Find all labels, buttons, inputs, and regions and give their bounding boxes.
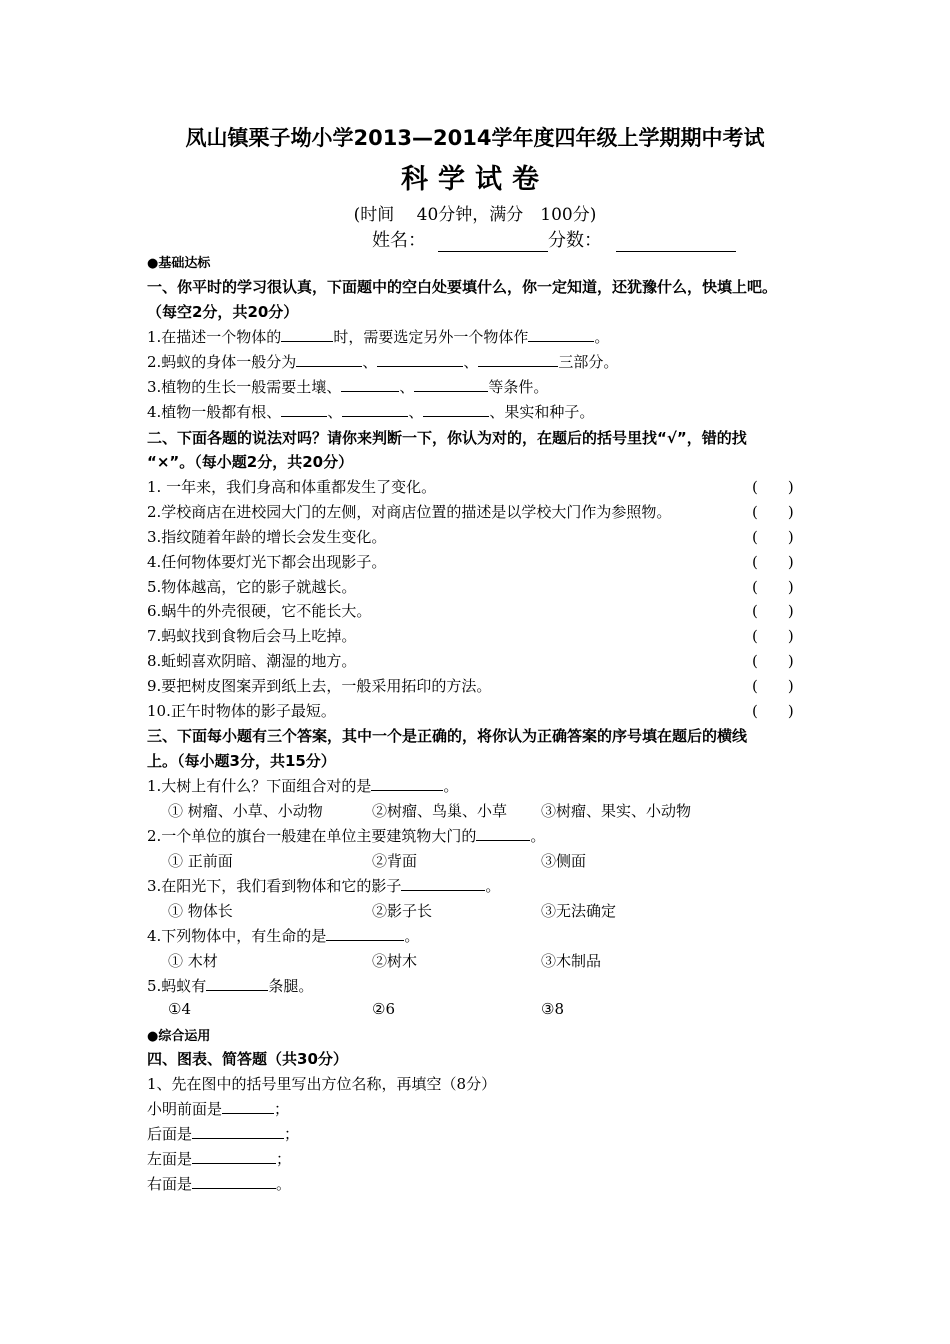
- left-end: ；: [276, 1150, 292, 1168]
- part1-q2: [147, 351, 618, 372]
- answer-paren[interactable]: ( ): [752, 578, 794, 596]
- front-line: [147, 1098, 289, 1119]
- answer-paren[interactable]: ( ): [752, 528, 794, 546]
- option[interactable]: ②树瘤、鸟巢、小草: [372, 802, 508, 820]
- section-basic-label: ●基础达标: [147, 256, 211, 271]
- fill-blank[interactable]: [377, 352, 463, 367]
- name-score-line: [372, 226, 736, 252]
- fill-blank[interactable]: [192, 1124, 284, 1139]
- judge-item: 1. 一年来，我们身高和体重都发生了变化。: [147, 478, 437, 496]
- answer-paren[interactable]: ( ): [752, 478, 794, 496]
- score-label: 分数：: [548, 230, 602, 251]
- part1-q3: [147, 376, 548, 397]
- option[interactable]: ③树瘤、果实、小动物: [541, 802, 692, 820]
- part1-q4-text: 、果实和种子。: [489, 403, 595, 421]
- judge-item: 7.蚂蚁找到食物后会马上吃掉。: [147, 627, 357, 645]
- part3-q1-text: 1.大树上有什么？下面组合对的是: [147, 777, 372, 795]
- part3-q1-text: 。: [443, 777, 459, 795]
- option[interactable]: ① 正前面: [168, 852, 233, 870]
- fill-blank[interactable]: [342, 402, 408, 417]
- part2-heading: 二、下面各题的说法对吗？请你来判断一下，你认为对的，在题后的括号里找“√”，错的找: [147, 429, 747, 447]
- part1-q4-text: 、: [408, 403, 424, 421]
- answer-paren[interactable]: ( ): [752, 503, 794, 521]
- answer-paren[interactable]: ( ): [752, 627, 794, 645]
- part3-q2: [147, 825, 545, 846]
- judge-item: 8.蚯蚓喜欢阴暗、潮湿的地方。: [147, 652, 357, 670]
- option[interactable]: ① 木材: [168, 952, 218, 970]
- part1-q1-text: 1.在描述一个物体的: [147, 328, 282, 346]
- name-label: 姓名：: [372, 230, 426, 251]
- option[interactable]: ③木制品: [541, 952, 602, 970]
- part1-q3-text: 等条件。: [488, 378, 549, 396]
- fill-blank[interactable]: [476, 826, 530, 841]
- part1-q4: [147, 401, 594, 422]
- fill-blank[interactable]: [478, 352, 558, 367]
- back-end: ；: [284, 1125, 300, 1143]
- answer-paren[interactable]: ( ): [752, 553, 794, 571]
- part1-q2-text: 、: [362, 353, 378, 371]
- fill-blank[interactable]: [401, 876, 485, 891]
- answer-paren[interactable]: ( ): [752, 702, 794, 720]
- part2-heading-score: “×”。（每小题2分，共20分）: [147, 453, 354, 471]
- judge-item: 9.要把树皮图案弄到纸上去，一般采用拓印的方法。: [147, 677, 492, 695]
- option[interactable]: ②树木: [372, 952, 418, 970]
- score-blank[interactable]: [616, 233, 736, 252]
- fill-blank[interactable]: [192, 1149, 276, 1164]
- part3-q4: [147, 925, 419, 946]
- fill-blank[interactable]: [326, 926, 404, 941]
- judge-item: 10.正午时物体的影子最短。: [147, 702, 336, 720]
- fill-blank[interactable]: [423, 402, 489, 417]
- part1-q2-text: 2.蚂蚁的身体一般分为: [147, 353, 297, 371]
- time-info: (时间 40分钟，满分 100分): [353, 205, 597, 225]
- part3-q4-text: 4.下列物体中，有生命的是: [147, 927, 327, 945]
- option[interactable]: ③无法确定: [541, 902, 617, 920]
- fill-blank[interactable]: [341, 377, 399, 392]
- part3-q5: [147, 975, 313, 996]
- judge-item: 6.蜗牛的外壳很硬，它不能长大。: [147, 602, 372, 620]
- judge-item: 3.指纹随着年龄的增长会发生变化。: [147, 528, 387, 546]
- fill-blank[interactable]: [206, 976, 268, 991]
- front-end: ；: [274, 1100, 290, 1118]
- part4-heading: 四、图表、简答题（共30分）: [147, 1050, 348, 1068]
- option[interactable]: ① 树瘤、小草、小动物: [168, 802, 323, 820]
- front-label: 小明前面是: [147, 1100, 223, 1118]
- part3-q4-text: 。: [404, 927, 420, 945]
- part1-q4-text: 4.植物一般都有根、: [147, 403, 282, 421]
- part3-q3-text: 。: [485, 877, 501, 895]
- option[interactable]: ③侧面: [541, 852, 587, 870]
- part1-heading: 一、你平时的学习很认真，下面题中的空白处要填什么，你一定知道，还犹豫什么，快填上吧。: [147, 278, 778, 296]
- right-line: [147, 1173, 291, 1194]
- part1-q1-text: 时，需要选定另外一个物体作: [333, 328, 529, 346]
- part3-q5-text: 条腿。: [268, 977, 314, 995]
- judge-item: 4.任何物体要灯光下都会出现影子。: [147, 553, 387, 571]
- fill-blank[interactable]: [414, 377, 488, 392]
- exam-title: 凤山镇栗子坳小学2013—2014学年度四年级上学期期中考试: [185, 126, 765, 150]
- left-label: 左面是: [147, 1150, 193, 1168]
- part3-heading: 三、下面每小题有三个答案，其中一个是正确的，将你认为正确答案的序号填在题后的横线: [147, 727, 748, 745]
- section-apply-label: ●综合运用: [147, 1029, 211, 1044]
- option[interactable]: ① 物体长: [168, 902, 233, 920]
- fill-blank[interactable]: [192, 1174, 276, 1189]
- option[interactable]: ①4: [168, 1000, 191, 1018]
- fill-blank[interactable]: [281, 402, 327, 417]
- option[interactable]: ②背面: [372, 852, 418, 870]
- part1-q4-text: 、: [327, 403, 343, 421]
- option[interactable]: ③8: [541, 1000, 564, 1018]
- part3-q2-text: 。: [530, 827, 546, 845]
- part3-q5-text: 5.蚂蚁有: [147, 977, 207, 995]
- fill-blank[interactable]: [371, 776, 443, 791]
- name-blank[interactable]: [438, 233, 548, 252]
- answer-paren[interactable]: ( ): [752, 602, 794, 620]
- part1-heading-score: （每空2分，共20分）: [147, 303, 299, 321]
- back-line: [147, 1123, 299, 1144]
- exam-subtitle: 科学试卷: [401, 164, 549, 195]
- answer-paren[interactable]: ( ): [752, 677, 794, 695]
- left-line: [147, 1148, 291, 1169]
- part1-q1: [147, 326, 609, 347]
- option[interactable]: ②6: [372, 1000, 395, 1018]
- part1-q2-text: 、: [463, 353, 479, 371]
- part4-q1: 1、先在图中的括号里写出方位名称，再填空（8分）: [147, 1075, 497, 1093]
- fill-blank[interactable]: [281, 327, 333, 342]
- part1-q3-text: 3.植物的生长一般需要土壤、: [147, 378, 342, 396]
- right-label: 右面是: [147, 1175, 193, 1193]
- option[interactable]: ②影子长: [372, 902, 433, 920]
- fill-blank[interactable]: [222, 1099, 274, 1114]
- answer-paren[interactable]: ( ): [752, 652, 794, 670]
- part1-q1-text: 。: [594, 328, 610, 346]
- back-label: 后面是: [147, 1125, 193, 1143]
- part3-q2-text: 2.一个单位的旗台一般建在单位主要建筑物大门的: [147, 827, 477, 845]
- judge-item: 2.学校商店在进校园大门的左侧，对商店位置的描述是以学校大门作为参照物。: [147, 503, 672, 521]
- part1-q3-text: 、: [399, 378, 415, 396]
- part1-q2-text: 三部分。: [558, 353, 619, 371]
- fill-blank[interactable]: [296, 352, 362, 367]
- part3-q3-text: 3.在阳光下，我们看到物体和它的影子: [147, 877, 402, 895]
- right-end: 。: [276, 1175, 292, 1193]
- part3-heading-score: 上。（每小题3分，共15分）: [147, 752, 336, 770]
- part3-q1: [147, 775, 458, 796]
- part3-q3: [147, 875, 500, 896]
- judge-item: 5.物体越高，它的影子就越长。: [147, 578, 357, 596]
- fill-blank[interactable]: [528, 327, 594, 342]
